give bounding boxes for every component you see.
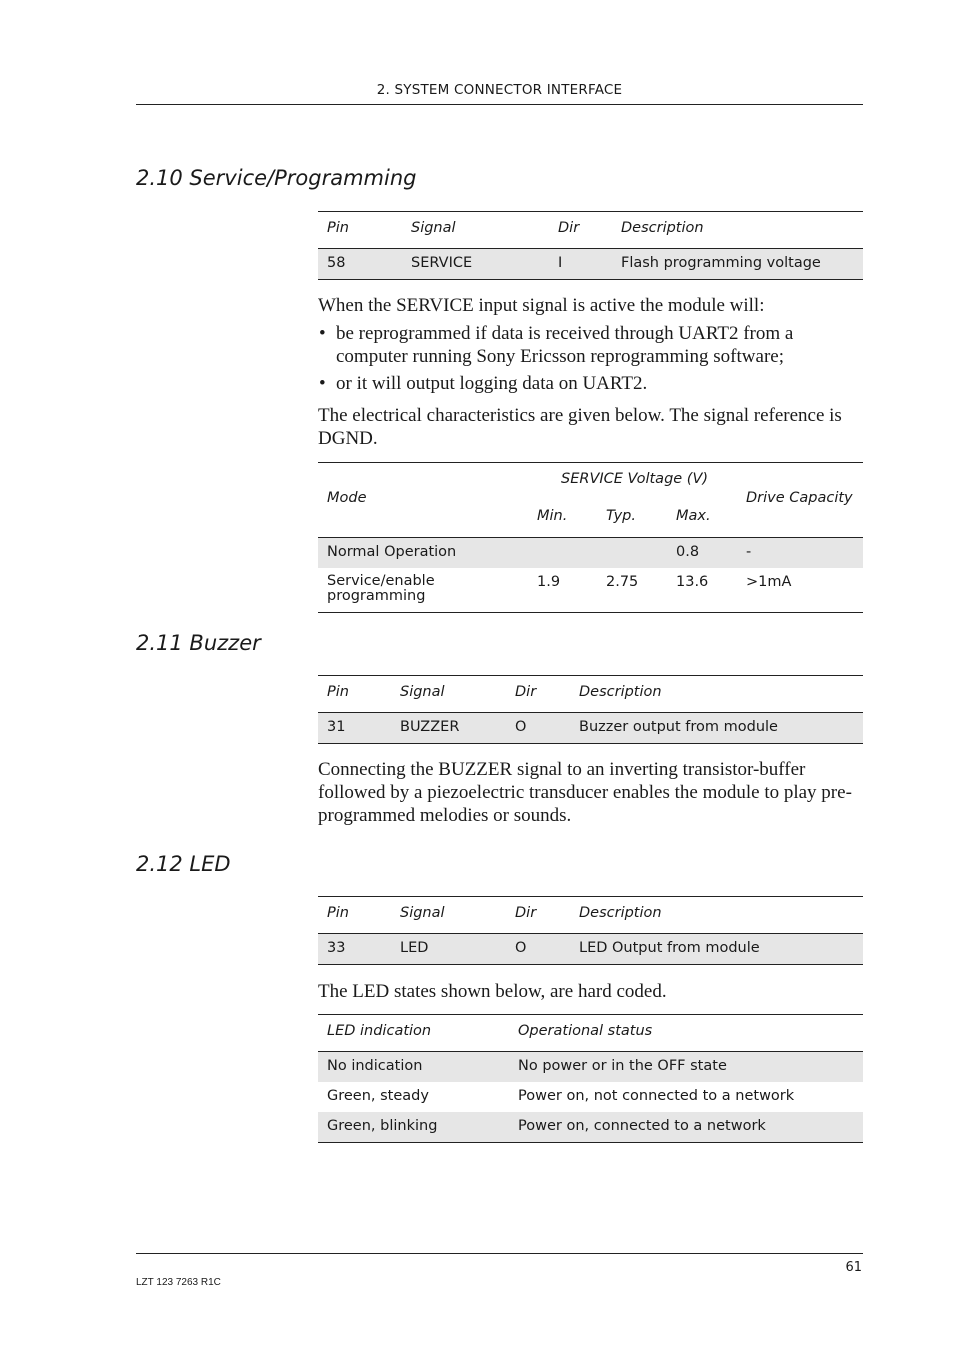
section-heading-service: 2.10 Service/Programming [136, 166, 417, 190]
cell-max: 0.8 [676, 544, 700, 560]
col-header-signal: Signal [400, 684, 445, 700]
bullet-mark: • [319, 323, 326, 344]
cell-min: 1.9 [537, 574, 561, 590]
table-row [318, 934, 863, 964]
cell-description: Buzzer output from module [579, 719, 778, 735]
cell-operational-status: Power on, not connected to a network [518, 1088, 795, 1104]
col-header-dir: Dir [515, 905, 537, 921]
col-header-pin: Pin [327, 905, 349, 921]
bullet-text: be reprogrammed if data is received through UART2 from a computer running Sony Ericsson reprogramming software; [336, 323, 794, 367]
cell-description: Flash programming voltage [621, 255, 821, 271]
col-header-operational-status: Operational status [518, 1023, 653, 1039]
col-header-signal: Signal [411, 220, 456, 236]
cell-signal: LED [400, 940, 429, 956]
led-states-table [318, 1014, 863, 1143]
cell-led-indication: Green, blinking [327, 1118, 438, 1134]
col-header-drive-capacity: Drive Capacity [746, 490, 853, 506]
cell-operational-status: No power or in the OFF state [518, 1058, 727, 1074]
col-header-description: Description [579, 684, 662, 700]
list-item [318, 322, 863, 368]
buzzer-text: Connecting the BUZZER signal to an inverting transistor-buffer followed by a piezoelectric transducer enables the module to play pre-programmed melodies or sounds. [318, 759, 852, 826]
table-header-row [318, 212, 863, 249]
service-pin-table [318, 211, 863, 280]
col-header-led-indication: LED indication [327, 1023, 432, 1039]
cell-description: LED Output from module [579, 940, 760, 956]
led-text: The LED states shown below, are hard coded. [318, 981, 667, 1002]
footer-rule [136, 1253, 863, 1254]
col-header-description: Description [621, 220, 704, 236]
col-header-dir: Dir [558, 220, 580, 236]
cell-drive: - [746, 544, 752, 560]
led-pin-table [318, 896, 863, 965]
cell-dir: I [558, 255, 563, 271]
section-heading-led: 2.12 LED [136, 852, 231, 876]
table-header-row [318, 897, 863, 934]
cell-signal: BUZZER [400, 719, 460, 735]
col-header-max: Max. [676, 508, 711, 524]
cell-led-indication: No indication [327, 1058, 423, 1074]
cell-mode: Normal Operation [327, 544, 457, 560]
cell-typ: 2.75 [606, 574, 639, 590]
cell-signal: SERVICE [411, 255, 473, 271]
cell-max: 13.6 [676, 574, 709, 590]
table-row [318, 568, 863, 612]
service-bullet-list [318, 322, 863, 399]
col-header-dir: Dir [515, 684, 537, 700]
table-row [318, 538, 863, 568]
table-row [318, 249, 863, 279]
electrical-text: The electrical characteristics are given below. The signal reference is DGND. [318, 405, 842, 449]
col-header-voltage-group: SERVICE Voltage (V) [561, 471, 709, 487]
table-row [318, 713, 863, 743]
service-intro-text: When the SERVICE input signal is active the module will: [318, 295, 765, 316]
section-heading-buzzer: 2.11 Buzzer [136, 631, 261, 655]
cell-dir: O [515, 719, 527, 735]
bullet-mark: • [319, 373, 326, 394]
buzzer-pin-table [318, 675, 863, 744]
cell-pin: 31 [327, 719, 346, 735]
table-header-row [318, 676, 863, 713]
cell-led-indication: Green, steady [327, 1088, 429, 1104]
col-header-typ: Typ. [606, 508, 636, 524]
col-header-pin: Pin [327, 220, 349, 236]
col-header-description: Description [579, 905, 662, 921]
cell-dir: O [515, 940, 527, 956]
col-header-mode: Mode [327, 490, 367, 506]
document-id: LZT 123 7263 R1C [136, 1277, 221, 1288]
table-header-row [318, 1015, 863, 1052]
col-header-signal: Signal [400, 905, 445, 921]
cell-pin: 58 [327, 255, 346, 271]
running-header: 2. SYSTEM CONNECTOR INTERFACE [136, 82, 863, 105]
table-row [318, 1052, 863, 1082]
bullet-text: or it will output logging data on UART2. [336, 373, 648, 394]
cell-operational-status: Power on, connected to a network [518, 1118, 766, 1134]
cell-pin: 33 [327, 940, 346, 956]
service-voltage-table [318, 462, 863, 613]
table-header-row [318, 463, 863, 538]
table-row [318, 1112, 863, 1142]
list-item [318, 372, 863, 395]
page-number: 61 [845, 1260, 862, 1275]
table-row [318, 1082, 863, 1112]
cell-mode: Service/enable programming [327, 573, 435, 604]
col-header-pin: Pin [327, 684, 349, 700]
cell-drive: >1mA [746, 574, 792, 590]
col-header-min: Min. [537, 508, 568, 524]
